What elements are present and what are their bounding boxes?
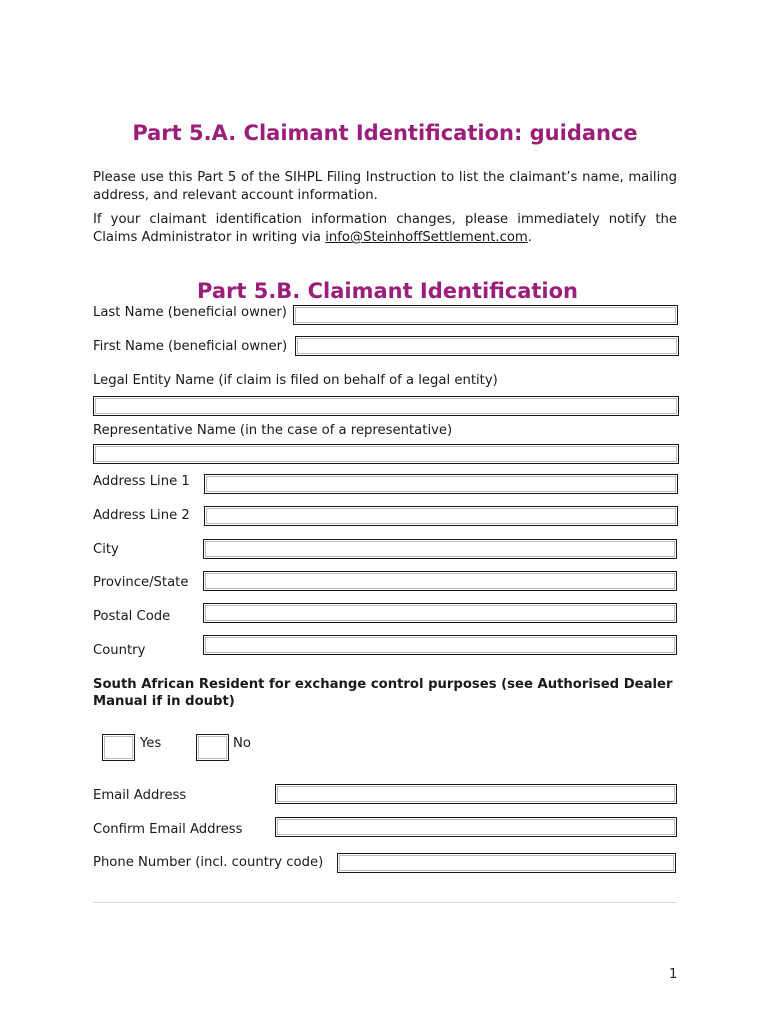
- page-number: 1: [669, 967, 678, 982]
- guidance-paragraph-1: Please use this Part 5 of the SIHPL Filing Instruction to list the claimant’s name, mailing address, and relevant account information.: [93, 170, 677, 203]
- footer-divider: [93, 902, 677, 903]
- guidance-paragraph-2: [93, 211, 677, 247]
- confirm-email-label: Confirm Email Address: [93, 822, 243, 837]
- representative-input[interactable]: [93, 444, 679, 464]
- postal-code-label: Postal Code: [93, 609, 171, 624]
- email-link[interactable]: info@SteinhoffSettlement.com: [325, 230, 528, 245]
- province-input[interactable]: [203, 571, 677, 591]
- last-name-input[interactable]: [293, 305, 678, 325]
- address-line-1-input[interactable]: [204, 474, 678, 494]
- city-input[interactable]: [203, 539, 677, 559]
- first-name-input[interactable]: [295, 336, 679, 356]
- phone-input[interactable]: [337, 853, 676, 873]
- resident-yes-checkbox[interactable]: [102, 734, 135, 761]
- resident-question: South African Resident for exchange control purposes (see Authorised Dealer Manual if in doubt): [93, 677, 673, 709]
- address-line-2-input[interactable]: [204, 506, 678, 526]
- last-name-label: Last Name (beneficial owner): [93, 305, 287, 320]
- country-input[interactable]: [203, 635, 677, 655]
- country-label: Country: [93, 643, 146, 658]
- legal-entity-input[interactable]: [93, 396, 679, 416]
- resident-yes-label: Yes: [140, 736, 162, 751]
- city-label: City: [93, 542, 119, 557]
- province-label: Province/State: [93, 575, 189, 590]
- legal-entity-label: Legal Entity Name (if claim is filed on behalf of a legal entity): [93, 373, 498, 388]
- address-line-1-label: Address Line 1: [93, 474, 190, 489]
- postal-code-input[interactable]: [203, 603, 677, 623]
- address-line-2-label: Address Line 2: [93, 508, 190, 523]
- part-a-title: Part 5.A. Claimant Identification: guidance: [132, 121, 638, 145]
- guidance-paragraph-2-suffix: .: [527, 230, 532, 245]
- representative-label: Representative Name (in the case of a representative): [93, 423, 453, 438]
- part-b-title: Part 5.B. Claimant Identification: [197, 279, 578, 303]
- email-label: Email Address: [93, 788, 187, 803]
- guidance-paragraph-2-text: If your claimant identification information changes, please immediately notify the Claims Administrator in writing via: [93, 212, 677, 245]
- phone-label: Phone Number (incl. country code): [93, 855, 324, 870]
- resident-no-label: No: [233, 736, 251, 751]
- first-name-label: First Name (beneficial owner): [93, 339, 288, 354]
- email-input[interactable]: [275, 784, 677, 804]
- confirm-email-input[interactable]: [275, 817, 677, 837]
- resident-no-checkbox[interactable]: [196, 734, 229, 761]
